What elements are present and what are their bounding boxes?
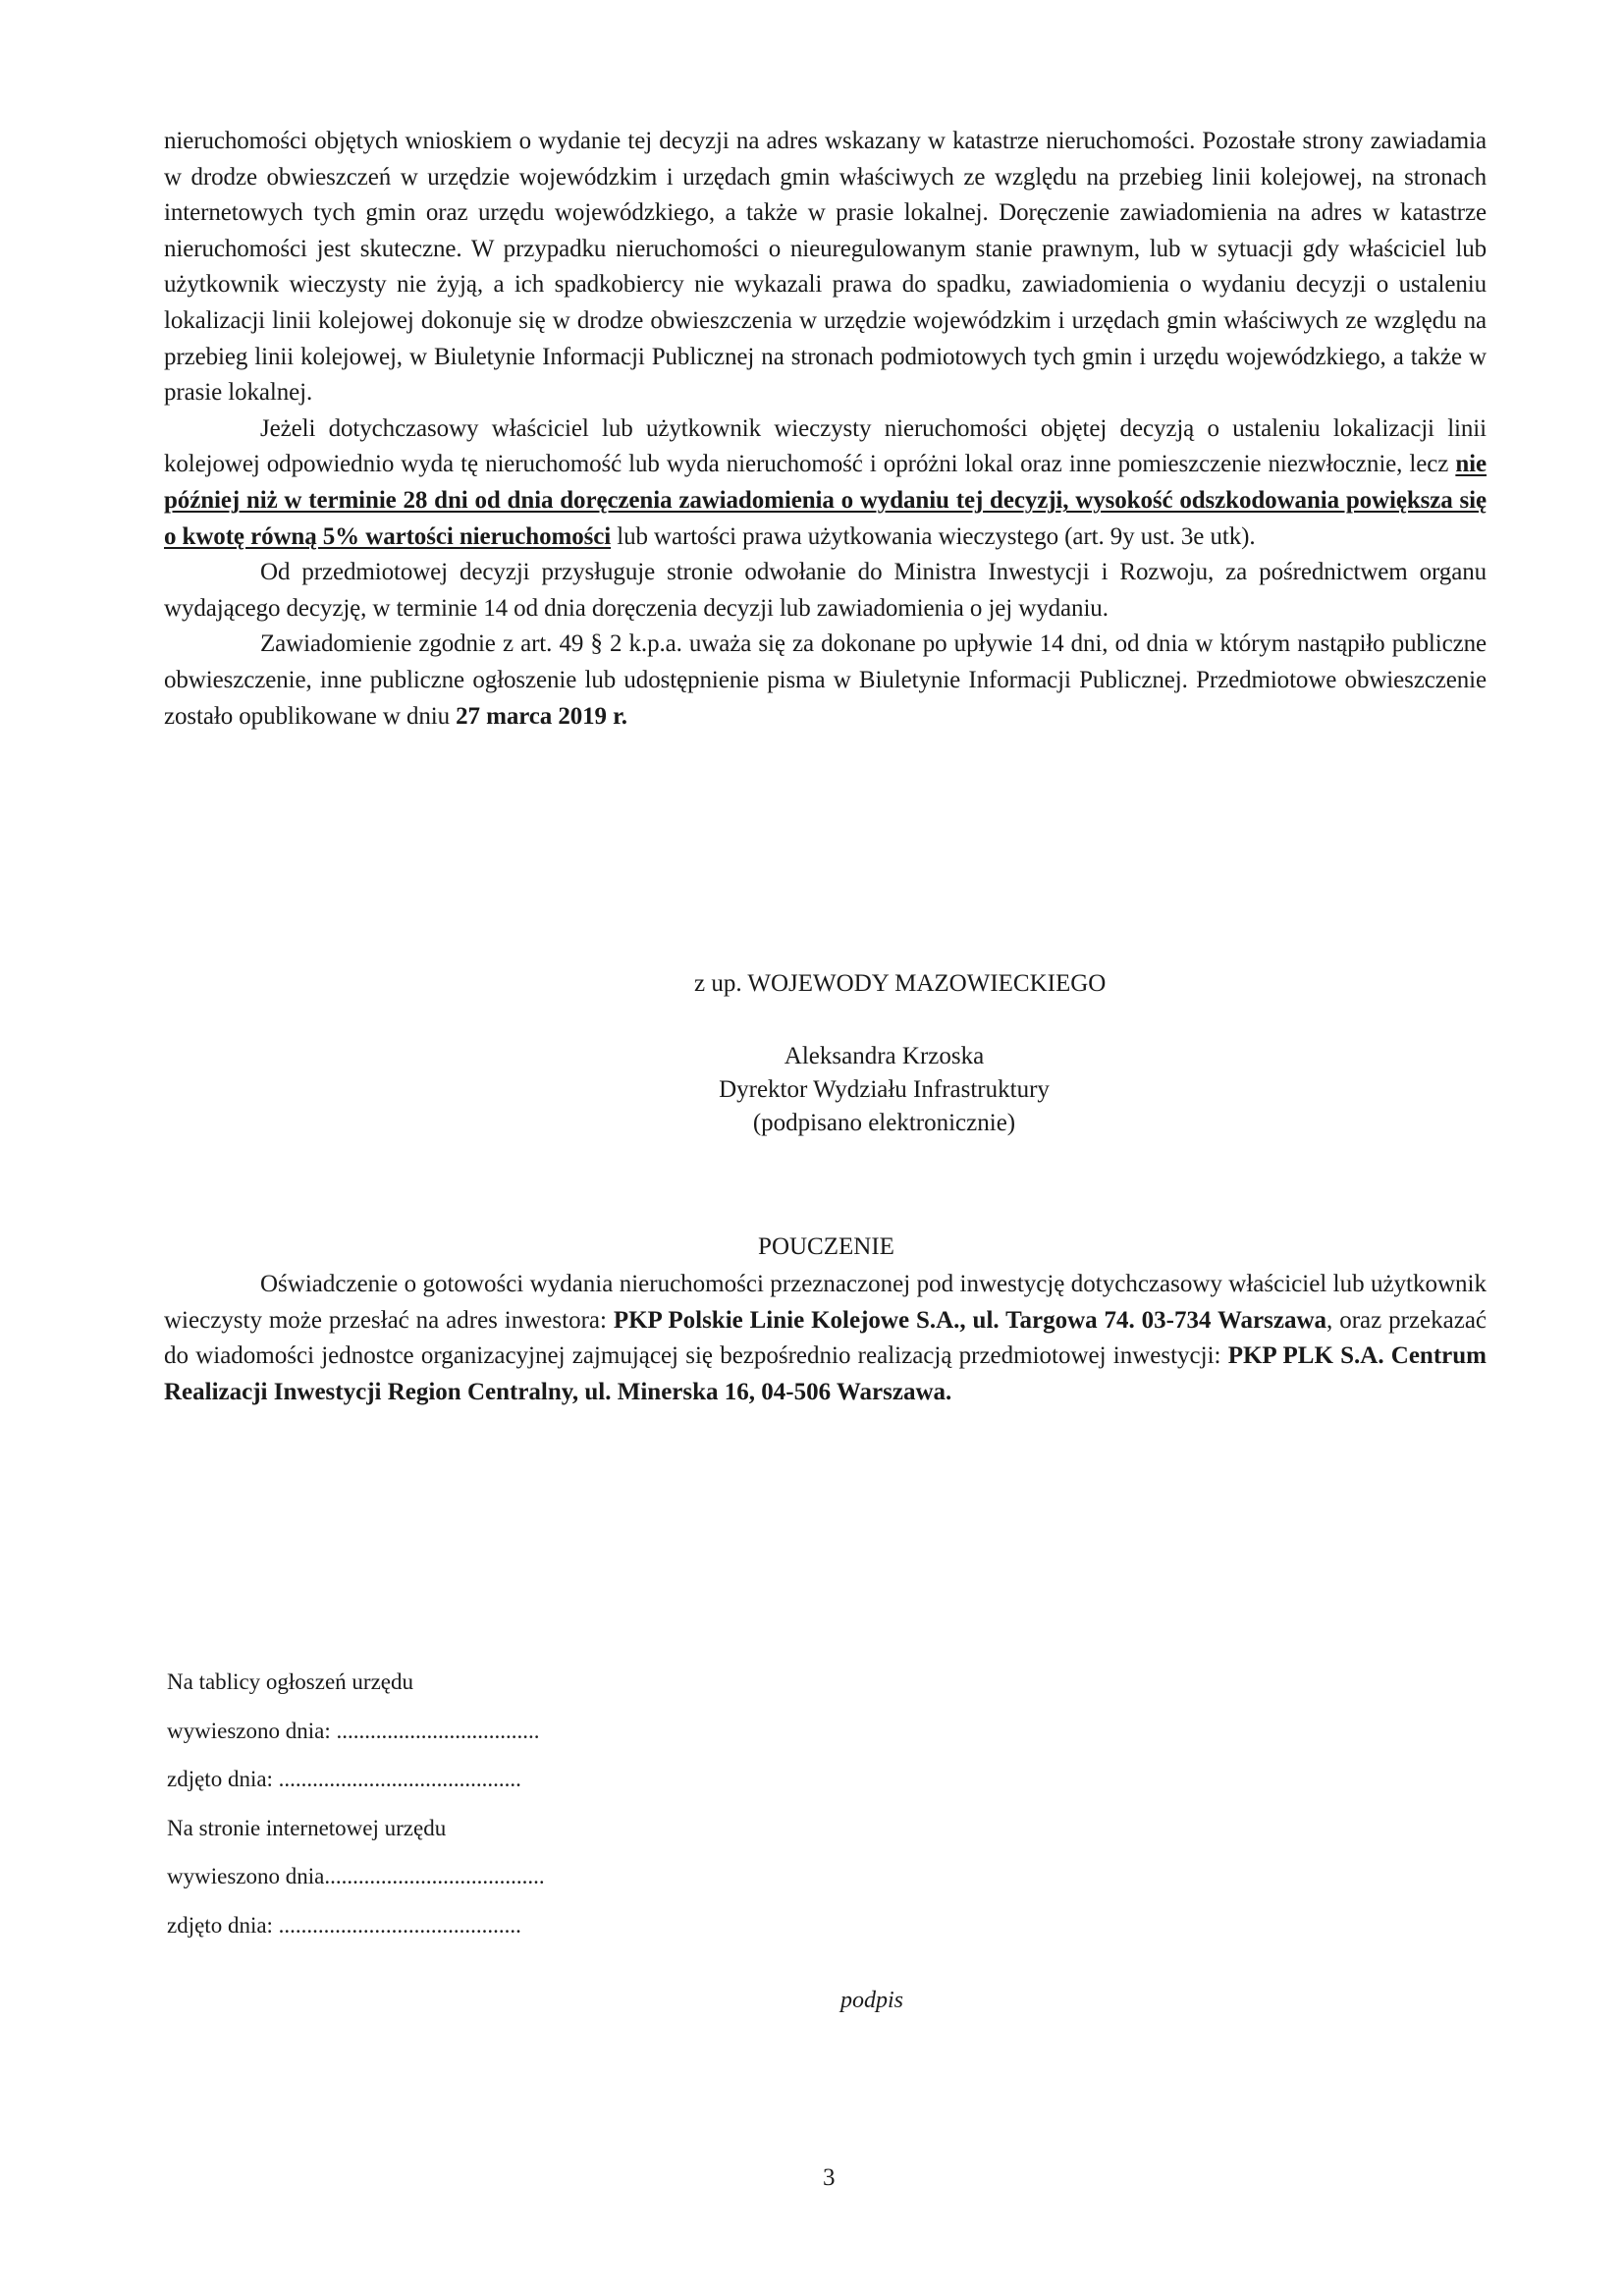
pouczenie-body	[164, 1267, 1487, 1410]
web-removed-field: zdjęto dnia: ...........................................	[167, 1912, 521, 1938]
main-body	[164, 124, 1487, 735]
pouczenie-text-2: , oraz przekazać do wiadomości jednostce organizacyjnej zajmującej się bezpośrednio realizacją przedmiotowej inwestycji:	[164, 1306, 1488, 1370]
regional-centre-address: PKP PLK S.A. Centrum Realizacji Inwestycji Region Centralny, ul. Minerska 16, 04-506 Warszawa.	[164, 1342, 1487, 1405]
compensation-text-2: lub wartości prawa użytkowania wieczystego (art. 9y ust. 3e utk).	[611, 522, 1256, 550]
board-heading: Na tablicy ogłoszeń urzędu	[167, 1669, 413, 1694]
publication-text: Zawiadomienie zgodnie z art. 49 § 2 k.p.a. uważa się za dokonane po upływie 14 dni, od dnia w którym nastąpiło publiczne obwieszczenie, inne publiczne ogłoszenie lub udostępnienie pisma w Biuletynie Informacji Publicznej. Przedmiotowe obwieszczenie zostało opublikowane w dniu	[164, 630, 1487, 730]
signature-note: (podpisano elektronicznie)	[752, 1110, 1016, 1136]
compensation-highlight: nie później niż w terminie 28 dni od dnia doręczenia zawiadomienia o wydaniu tej decyzji, wysokość odszkodowania powiększa się o kwotę równą 5% wartości nieruchomości	[164, 451, 1487, 550]
signature-on-behalf: z up. WOJEWODY MAZOWIECKIEGO	[694, 970, 1107, 997]
compensation-text-1: Jeżeli dotychczasowy właściciel lub użytkownik wieczysty nieruchomości objętej decyzją o ustaleniu lokalizacji linii kolejowej odpowiednio wyda tę nieruchomość lub wyda nieruchomość i opróżni lokal oraz inne pomieszczenie niezwłocznie, lecz	[164, 414, 1487, 478]
page-number: 3	[823, 2164, 836, 2191]
paragraph-appeal: Od przedmiotowej decyzji przysługuje stronie odwołanie do Ministra Inwestycji i Rozwoju, za pośrednictwem organu wydającego decyzję, w terminie 14 od dnia doręczenia decyzji lub zawiadomienia o jej wydaniu.	[164, 559, 1487, 622]
investor-address: PKP Polskie Linie Kolejowe S.A., ul. Targowa 74. 03-734 Warszawa	[613, 1306, 1327, 1334]
web-posted-field: wywieszono dnia.......................................	[167, 1864, 545, 1888]
signature-label: podpis	[840, 1988, 904, 2013]
web-heading: Na stronie internetowej urzędu	[167, 1815, 447, 1840]
paragraph-compensation-bonus	[164, 411, 1487, 555]
pouczenie-text-1: Oświadczenie o gotowości wydania nieruchomości przeznaczonej pod inwestycję dotychczasowy właściciel lub użytkownik wieczysty może przesłać na adres inwestora:	[164, 1271, 1487, 1334]
publication-date: 27 marca 2019 r.	[456, 702, 627, 730]
signatory-position: Dyrektor Wydziału Infrastruktury	[719, 1076, 1050, 1103]
pouczenie-heading: POUCZENIE	[758, 1233, 894, 1260]
pouczenie-paragraph	[164, 1267, 1487, 1410]
board-posted-field: wywieszono dnia: ....................................	[167, 1718, 540, 1743]
paragraph-notification-delivery: nieruchomości objętych wnioskiem o wydanie tej decyzji na adres wskazany w katastrze nieruchomości. Pozostałe strony zawiadamia w drodze obwieszczeń w urzędzie wojewódzkim i urzędach gmin właściwych ze względu na przebieg linii kolejowej, na stronach internetowych tych gmin oraz urzędu wojewódzkiego, a także w prasie lokalnej. Doręczenie zawiadomienia na adres w katastrze nieruchomości jest skuteczne. W przypadku nieruchomości o nieuregulowanym stanie prawnym, lub w sytuacji gdy właściciel lub użytkownik wieczysty nie żyją, a ich spadkobiercy nie wykazali prawa do spadku, zawiadomienia o wydaniu decyzji o ustaleniu lokalizacji linii kolejowej dokonuje się w drodze obwieszczenia w urzędzie wojewódzkim i urzędach gmin właściwych ze względu na przebieg linii kolejowej, w Biuletynie Informacji Publicznej na stronach podmiotowych tych gmin i urzędu wojewódzkiego, a także w prasie lokalnej.	[164, 128, 1487, 407]
board-removed-field: zdjęto dnia: ...........................................	[167, 1767, 521, 1791]
signatory-name: Aleksandra Krzoska	[784, 1043, 985, 1069]
posting-record	[167, 1658, 545, 1949]
paragraph-publication	[164, 627, 1487, 735]
